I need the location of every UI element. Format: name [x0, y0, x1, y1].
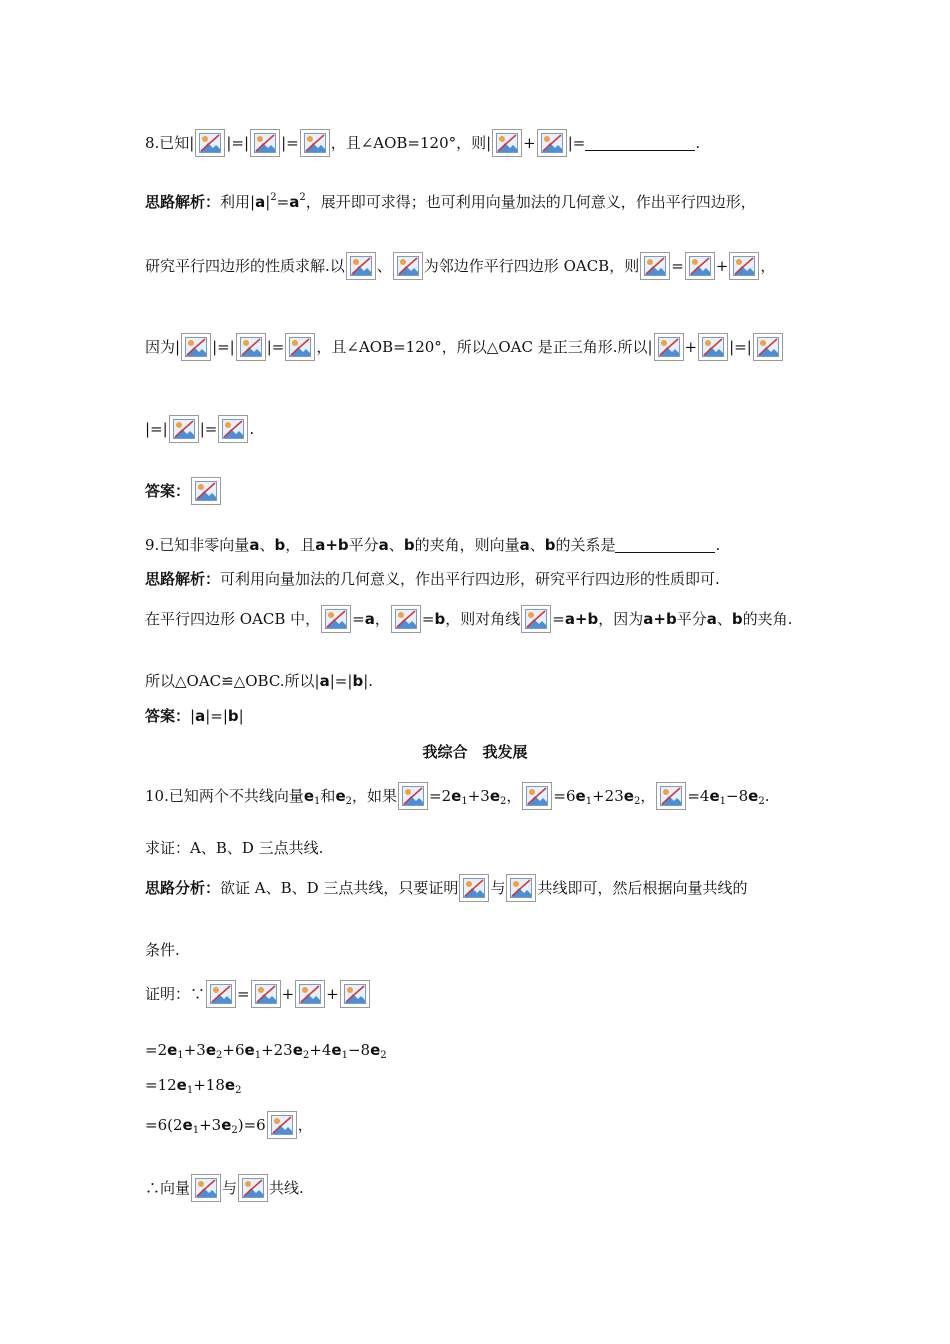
broken-image-icon [656, 782, 686, 810]
text: 证明：∵ [145, 985, 206, 1003]
vector-e: e [167, 1041, 178, 1059]
text: . [764, 787, 770, 805]
text: 研究平行四边形的性质求解.以 [145, 257, 345, 275]
text: ，且∠AOB=120°，所以△OAC 是正三角形.所以| [316, 338, 653, 356]
vector-b: b [403, 536, 415, 554]
text: +4 [309, 1041, 332, 1059]
text: 的夹角. [742, 610, 793, 628]
vector-b: b [731, 610, 743, 628]
section-title: 我综合 我发展 [422, 743, 528, 761]
text: =6(2 [145, 1116, 183, 1134]
q10-analysis [145, 874, 850, 902]
text: . [695, 134, 701, 152]
text: +18 [193, 1076, 225, 1094]
vector-e: e [244, 1041, 255, 1059]
text: + [523, 134, 536, 152]
subscript: 1 [585, 796, 593, 807]
subscript: 2 [345, 796, 352, 807]
text: | [265, 193, 271, 211]
text: ， [506, 787, 522, 805]
text: 、 [529, 536, 545, 554]
text: |= [266, 338, 285, 356]
broken-image-icon [169, 415, 199, 443]
subscript: 1 [314, 796, 321, 807]
text: ， [760, 257, 776, 275]
text: 所以△OAC≌△OBC.所以| [145, 672, 320, 690]
vector-e: e [335, 787, 346, 805]
broken-image-icon [206, 980, 236, 1008]
broken-image-icon [236, 333, 266, 361]
broken-image-icon [181, 333, 211, 361]
text: = [421, 610, 435, 628]
text: =12 [145, 1076, 177, 1094]
text: |=| [205, 707, 228, 725]
q10-question [145, 782, 850, 813]
text: = [671, 257, 684, 275]
text: 与 [490, 879, 506, 897]
broken-image-icon [640, 252, 670, 280]
broken-image-icon [295, 980, 325, 1008]
text: ， [374, 610, 390, 628]
vector-b: b [544, 536, 556, 554]
text: 的关系是 [555, 536, 616, 554]
broken-image-icon [195, 129, 225, 157]
vector-e: e [292, 1041, 303, 1059]
text: 共线. [269, 1179, 304, 1197]
subscript: 1 [719, 796, 727, 807]
text: + [326, 985, 339, 1003]
q9-question [145, 533, 850, 556]
text: 9.已知非零向量 [145, 536, 250, 554]
text: = [237, 985, 250, 1003]
subscript: 1 [341, 1050, 348, 1061]
broken-image-icon [340, 980, 370, 1008]
text: +23 [261, 1041, 293, 1059]
text: |=| [729, 338, 752, 356]
text: 在平行四边形 OACB 中， [145, 610, 321, 628]
text: + [281, 985, 295, 1003]
subscript: 2 [380, 1050, 387, 1061]
vector-a: a [255, 193, 266, 211]
text: 、 [716, 610, 732, 628]
subscript: 2 [633, 796, 641, 807]
vector-sum: a+b [643, 610, 677, 628]
subscript: 2 [500, 796, 507, 807]
q10-proof [145, 980, 850, 1008]
vector-a: a [249, 536, 260, 554]
text: 为邻边作平行四边形 OACB，则 [423, 257, 640, 275]
broken-image-icon [391, 605, 421, 633]
vector-e: e [331, 1041, 342, 1059]
broken-image-icon [537, 129, 567, 157]
text: = [276, 193, 290, 211]
vector-a: a [519, 536, 530, 554]
superscript: 2 [270, 192, 277, 203]
text: )=6 [237, 1116, 266, 1134]
q10-prove: 求证：A、B、D 三点共线. [145, 839, 324, 857]
broken-image-icon [346, 252, 376, 280]
broken-image-icon [238, 1174, 268, 1202]
text: + [684, 338, 698, 356]
text: |= [199, 420, 218, 438]
q10-proof-step3 [145, 1111, 850, 1142]
vector-e: e [709, 787, 720, 805]
vector-a: a [319, 672, 330, 690]
text: ，且∠AOB=120°，则| [330, 134, 492, 152]
text: 可利用向量加法的几何意义，作出平行四边形，研究平行四边形的性质即可. [220, 570, 720, 588]
broken-image-icon [267, 1111, 297, 1139]
text: 8.已知| [145, 134, 195, 152]
text: =6 [553, 787, 576, 805]
broken-image-icon [459, 874, 489, 902]
text: |= [567, 134, 586, 152]
q8-analysis-line5 [145, 415, 850, 443]
subscript: 1 [192, 1125, 200, 1136]
vector-b: b [274, 536, 286, 554]
vector-e: e [451, 787, 462, 805]
text: 平分 [676, 610, 707, 628]
q8-analysis [145, 187, 850, 213]
vector-e: e [575, 787, 586, 805]
answer-label: 答案： [145, 482, 191, 500]
subscript: 2 [235, 1085, 242, 1096]
text: ，因为 [598, 610, 644, 628]
text: . [249, 420, 255, 438]
vector-e: e [303, 787, 315, 805]
text: . [715, 536, 721, 554]
subscript: 2 [302, 1050, 310, 1061]
text: 10.已知两个不共线向量 [145, 787, 304, 805]
vector-a: a [195, 707, 206, 725]
text: |=| [212, 338, 235, 356]
text: | [190, 707, 196, 725]
broken-image-icon [250, 129, 280, 157]
broken-image-icon [300, 129, 330, 157]
text: =2 [429, 787, 452, 805]
vector-b: b [434, 610, 446, 628]
vector-a: a [364, 610, 375, 628]
broken-image-icon [654, 333, 684, 361]
text: 的夹角，则向量 [414, 536, 520, 554]
text: 、 [376, 257, 392, 275]
vector-e: e [221, 1116, 232, 1134]
text: 利用| [220, 193, 256, 211]
text: |= [281, 134, 299, 152]
subscript: 2 [216, 1050, 223, 1061]
q8-analysis-line4 [145, 333, 850, 361]
q8-question [145, 129, 850, 157]
text: 欲证 A、B、D 三点共线，只要证明 [220, 879, 459, 897]
vector-e: e [182, 1116, 193, 1134]
broken-image-icon [506, 874, 536, 902]
q9-answer [145, 704, 850, 727]
vector-e: e [489, 787, 501, 805]
text: |=| [145, 420, 168, 438]
q8-answer [145, 477, 850, 505]
broken-image-icon [251, 980, 281, 1008]
vector-e: e [370, 1041, 381, 1059]
text: ∴向量 [145, 1179, 191, 1197]
text: +6 [222, 1041, 245, 1059]
broken-image-icon [492, 129, 522, 157]
q10-conclusion [145, 1174, 850, 1202]
q9-analysis-line3 [145, 605, 850, 633]
subscript: 2 [231, 1125, 238, 1136]
vector-a: a [706, 610, 717, 628]
broken-image-icon [729, 252, 759, 280]
q9-analysis-line4 [145, 669, 850, 692]
text: −8 [726, 787, 749, 805]
text: ，且 [285, 536, 316, 554]
text: |=| [226, 134, 250, 152]
vector-b: b [352, 672, 364, 690]
text: +23 [592, 787, 624, 805]
answer-label: 答案： [145, 707, 191, 725]
broken-image-icon [685, 252, 715, 280]
vector-sum: a+b [564, 610, 599, 628]
vector-e: e [224, 1076, 236, 1094]
broken-image-icon [522, 782, 552, 810]
q10-proof-step2 [145, 1073, 850, 1102]
answer-blank [615, 538, 715, 553]
q9-analysis [145, 567, 850, 590]
subscript: 1 [461, 796, 468, 807]
text: + [715, 257, 729, 275]
text: ， [297, 1116, 313, 1134]
text: 和 [320, 787, 336, 805]
q8-analysis-line3 [145, 252, 850, 280]
vector-a: a [378, 536, 389, 554]
subscript: 1 [177, 1050, 184, 1061]
broken-image-icon [285, 333, 315, 361]
vector-e: e [623, 787, 634, 805]
broken-image-icon [393, 252, 423, 280]
superscript: 2 [299, 192, 306, 203]
broken-image-icon [698, 333, 728, 361]
text: |. [363, 672, 374, 690]
broken-image-icon [398, 782, 428, 810]
subscript: 1 [254, 1050, 262, 1061]
text: −8 [347, 1041, 371, 1059]
q10-analysis-line2: 条件. [145, 941, 180, 959]
vector-e: e [748, 787, 759, 805]
vector-e: e [205, 1041, 216, 1059]
subscript: 1 [186, 1085, 194, 1096]
broken-image-icon [521, 605, 551, 633]
broken-image-icon [191, 1174, 221, 1202]
text: ， [640, 787, 656, 805]
vector-a: a [289, 193, 300, 211]
analysis-label: 思路解析： [145, 193, 221, 211]
text: 平分 [348, 536, 379, 554]
text: =4 [687, 787, 710, 805]
broken-image-icon [191, 477, 221, 505]
text: ，则对角线 [445, 610, 521, 628]
vector-b: b [227, 707, 239, 725]
analysis-label: 思路分析： [145, 879, 221, 897]
text: =2 [145, 1041, 168, 1059]
answer-blank [585, 136, 695, 151]
text: 、 [388, 536, 404, 554]
text: +3 [199, 1116, 222, 1134]
text: | [238, 707, 244, 725]
text: 、 [259, 536, 275, 554]
broken-image-icon [321, 605, 351, 633]
text: 因为| [145, 338, 181, 356]
text: +3 [467, 787, 490, 805]
text: 与 [222, 1179, 238, 1197]
text: ，如果 [352, 787, 398, 805]
analysis-label: 思路解析： [145, 570, 221, 588]
q10-proof-step1 [145, 1038, 850, 1067]
broken-image-icon [753, 333, 783, 361]
broken-image-icon [218, 415, 248, 443]
subscript: 2 [758, 796, 765, 807]
text: = [552, 610, 565, 628]
text: = [352, 610, 365, 628]
text: +3 [183, 1041, 206, 1059]
vector-e: e [176, 1076, 187, 1094]
text: ，展开即可求得；也可利用向量加法的几何意义，作出平行四边形， [305, 193, 756, 211]
vector-sum: a+b [315, 536, 349, 554]
text: |=| [329, 672, 353, 690]
text: 共线即可，然后根据向量共线的 [537, 879, 748, 897]
